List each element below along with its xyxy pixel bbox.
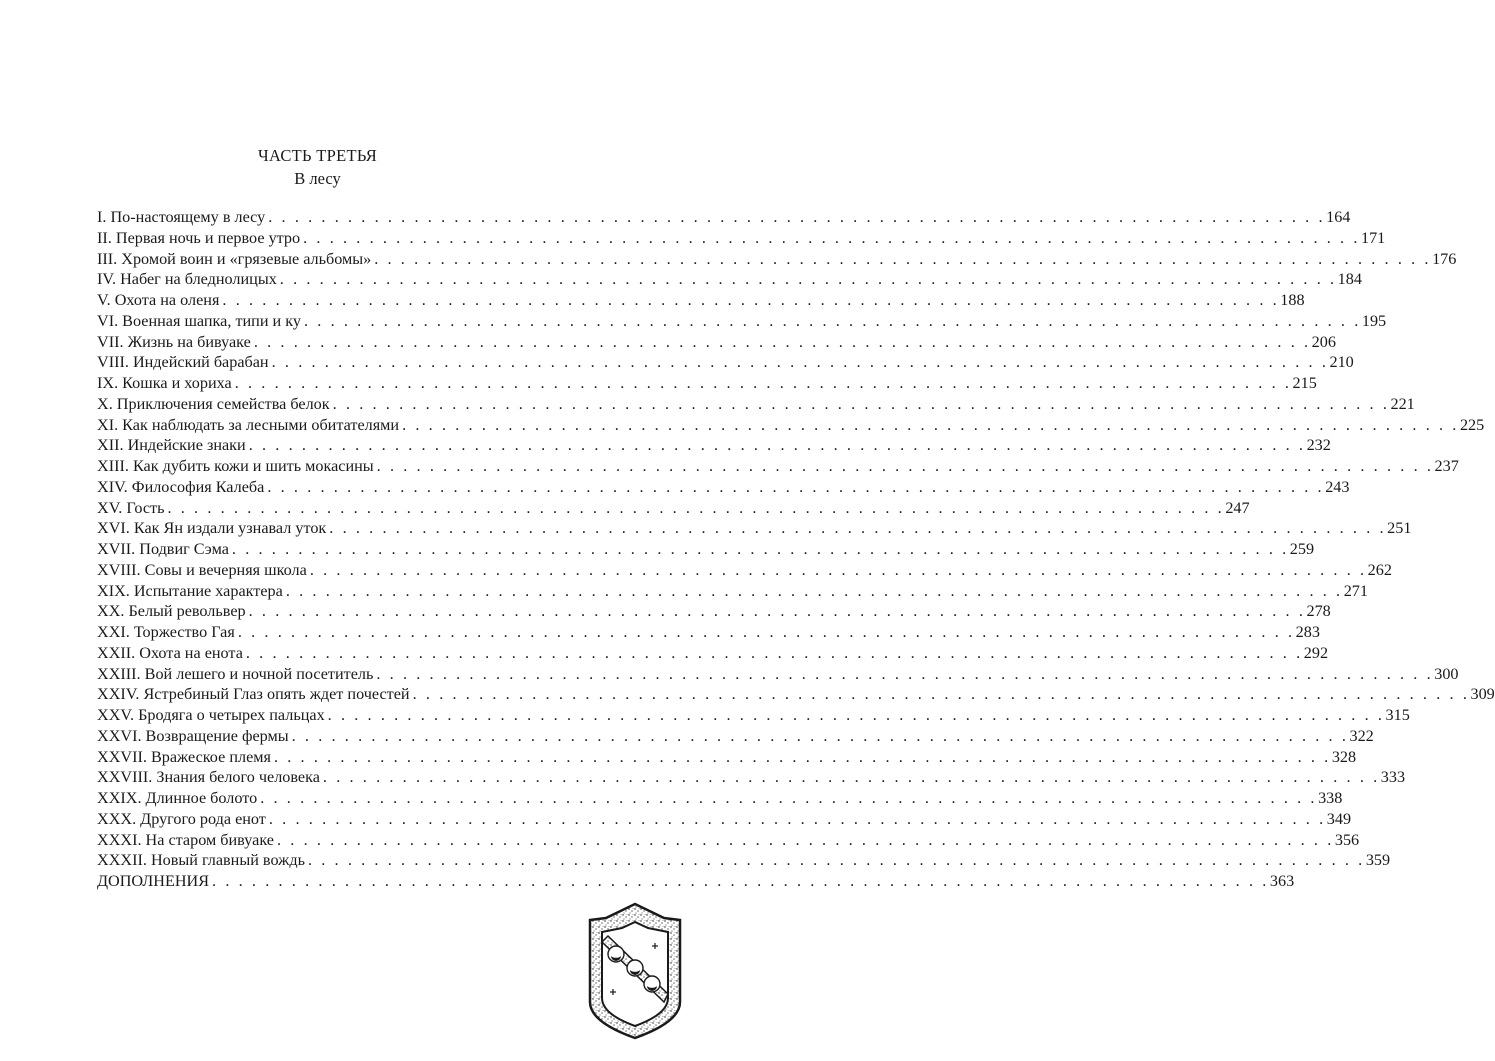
- toc-leader-dots: . . . . . . . . . . . . . . . . . . . . . . . . . . . . . . . . . . . . . . . . . . . . . . . . . . . . . . . . . . . . . . . . . . . . . . . . . . . . . . . .: [376, 457, 1434, 475]
- toc-entry-title: XX. Белый револьвер: [97, 602, 246, 621]
- toc-entry-page: 356: [1334, 830, 1360, 849]
- toc-entry-page: 262: [1367, 560, 1392, 579]
- toc-entry-title: IV. Набег на бледнолицых: [97, 270, 277, 289]
- toc-entry-page: 292: [1303, 643, 1329, 662]
- toc-entry-title: XXI. Торжество Гая: [97, 623, 235, 641]
- toc-entry: [97, 643, 1329, 664]
- toc-entry-page: 283: [1295, 623, 1320, 641]
- toc-entry-title: XIX. Испытание характера: [97, 581, 283, 600]
- toc-entry-title: XV. Гость: [97, 498, 165, 517]
- toc-entry-page: 176: [1432, 249, 1457, 268]
- toc-leader-dots: . . . . . . . . . . . . . . . . . . . . . . . . . . . . . . . . . . . . . . . . . . . . . . . . . . . . . . . . . . . . . . . . . . . . . . . . . . . . . . . .: [212, 872, 1269, 890]
- toc-entry-page: 164: [1326, 208, 1351, 226]
- toc-entry: [97, 498, 1250, 519]
- toc-entry-title: XVII. Подвиг Сэма: [97, 540, 229, 558]
- toc-entry-title: XXIX. Длинное болото: [97, 789, 258, 807]
- toc-entry: [97, 581, 1368, 602]
- toc-leader-dots: . . . . . . . . . . . . . . . . . . . . . . . . . . . . . . . . . . . . . . . . . . . . . . . . . . . . . . . . . . . . . . . . . . . . . . . . . . . . . . . .: [322, 768, 1380, 787]
- toc-entry-title: XVI. Как Ян издали узнавал уток: [97, 519, 327, 538]
- toc-leader-dots: . . . . . . . . . . . . . . . . . . . . . . . . . . . . . . . . . . . . . . . . . . . . . . . . . . . . . . . . . . . . . . . . . . . . . . . . . . . . . . . .: [307, 851, 1365, 870]
- toc-entry-title: XXIV. Ястребиный Глаз опять ждет почестей: [97, 685, 410, 704]
- toc-leader-dots: . . . . . . . . . . . . . . . . . . . . . . . . . . . . . . . . . . . . . . . . . . . . . . . . . . . . . . . . . . . . . . . . . . . . . . . . . . . . . . . .: [304, 311, 1361, 330]
- toc-entry-page: 300: [1434, 664, 1459, 683]
- toc-entry-page: 171: [1360, 228, 1386, 247]
- toc-leader-dots: . . . . . . . . . . . . . . . . . . . . . . . . . . . . . . . . . . . . . . . . . . . . . . . . . . . . . . . . . . . . . . . . . . . . . . . . . . . . . . . .: [234, 374, 1292, 392]
- toc-entry-page: 349: [1326, 809, 1352, 828]
- toc-entry-page: 188: [1280, 291, 1305, 309]
- toc-entry: [97, 684, 1495, 705]
- toc-leader-dots: . . . . . . . . . . . . . . . . . . . . . . . . . . . . . . . . . . . . . . . . . . . . . . . . . . . . . . . . . . . . . . . . . . . . . . . . . . . . . . . .: [268, 809, 1326, 828]
- toc-entry: [97, 435, 1331, 456]
- toc-entry-page: 215: [1292, 374, 1317, 392]
- toc-leader-dots: . . . . . . . . . . . . . . . . . . . . . . . . . . . . . . . . . . . . . . . . . . . . . . . . . . . . . . . . . . . . . . . . . . . . . . . . . . . . . . . .: [309, 560, 1367, 579]
- toc-entry: [97, 311, 1387, 332]
- toc-leader-dots: . . . . . . . . . . . . . . . . . . . . . . . . . . . . . . . . . . . . . . . . . . . . . . . . . . . . . . . . . . . . . . . . . . . . . . . . . . . . . . . .: [260, 789, 1318, 807]
- toc-leader-dots: . . . . . . . . . . . . . . . . . . . . . . . . . . . . . . . . . . . . . . . . . . . . . . . . . . . . . . . . . . . . . . . . . . . . . . . . . . . . . . . .: [273, 747, 1331, 766]
- toc-leader-dots: . . . . . . . . . . . . . . . . . . . . . . . . . . . . . . . . . . . . . . . . . . . . . . . . . . . . . . . . . . . . . . . . . . . . . . . . . . . . . . . .: [268, 208, 1326, 226]
- toc-leader-dots: . . . . . . . . . . . . . . . . . . . . . . . . . . . . . . . . . . . . . . . . . . . . . . . . . . . . . . . . . . . . . . . . . . . . . . . . . . . . . . . .: [248, 602, 1306, 621]
- toc-entry-page: 206: [1311, 332, 1336, 351]
- toc-entry-page: 359: [1365, 851, 1391, 870]
- toc-entry-title: XXXI. На старом бивуаке: [97, 830, 274, 849]
- toc-leader-dots: . . . . . . . . . . . . . . . . . . . . . . . . . . . . . . . . . . . . . . . . . . . . . . . . . . . . . . . . . . . . . . . . . . . . . . . . . . . . . . . .: [248, 436, 1306, 455]
- toc-entry: [97, 207, 1351, 228]
- toc-entry-page: 210: [1329, 353, 1354, 372]
- toc-entry-title: I. По-настоящему в лесу: [97, 208, 266, 226]
- toc-leader-dots: . . . . . . . . . . . . . . . . . . . . . . . . . . . . . . . . . . . . . . . . . . . . . . . . . . . . . . . . . . . . . . . . . . . . . . . . . . . . . . . .: [167, 498, 1225, 517]
- toc-leader-dots: . . . . . . . . . . . . . . . . . . . . . . . . . . . . . . . . . . . . . . . . . . . . . . . . . . . . . . . . . . . . . . . . . . . . . . . . . . . . . . . .: [231, 540, 1289, 558]
- toc-entry-page: 271: [1343, 581, 1368, 600]
- toc-entry-page: 237: [1434, 457, 1459, 475]
- toc-entry-title: ДОПОЛНЕНИЯ: [97, 872, 210, 890]
- toc-entry-page: 363: [1269, 872, 1295, 890]
- toc-entry-page: 338: [1318, 789, 1343, 807]
- toc-entry: [97, 477, 1350, 498]
- toc-entry: [97, 871, 1295, 892]
- toc-leader-dots: . . . . . . . . . . . . . . . . . . . . . . . . . . . . . . . . . . . . . . . . . . . . . . . . . . . . . . . . . . . . . . . . . . . . . . . . . . . . . . . .: [279, 270, 1337, 289]
- toc-entry-title: XXVIII. Знания белого человека: [97, 768, 320, 787]
- toc-entry: [97, 539, 1315, 560]
- toc-entry: [97, 290, 1305, 311]
- toc-leader-dots: . . . . . . . . . . . . . . . . . . . . . . . . . . . . . . . . . . . . . . . . . . . . . . . . . . . . . . . . . . . . . . . . . . . . . . . . . . . . . . . .: [374, 249, 1432, 268]
- toc-leader-dots: . . . . . . . . . . . . . . . . . . . . . . . . . . . . . . . . . . . . . . . . . . . . . . . . . . . . . . . . . . . . . . . . . . . . . . . . . . . . . . . .: [402, 415, 1459, 434]
- toc-leader-dots: . . . . . . . . . . . . . . . . . . . . . . . . . . . . . . . . . . . . . . . . . . . . . . . . . . . . . . . . . . . . . . . . . . . . . . . . . . . . . . . .: [267, 477, 1325, 496]
- toc-entry-title: II. Первая ночь и первое утро: [97, 228, 301, 247]
- toc-entry-title: XXIII. Вой лешего и ночной посетитель: [97, 664, 374, 683]
- toc-entry: [97, 228, 1386, 249]
- toc-entry-page: 247: [1225, 498, 1250, 517]
- toc-entry: [97, 394, 1415, 415]
- toc-entry: [97, 830, 1360, 851]
- toc-entry-title: IX. Кошка и хориха: [97, 374, 232, 392]
- toc-entry: [97, 601, 1331, 622]
- table-of-contents: [97, 207, 1495, 892]
- toc-entry-page: 225: [1459, 415, 1485, 434]
- toc-entry-page: 251: [1387, 519, 1412, 538]
- toc-entry-title: VI. Военная шапка, типи и ку: [97, 311, 301, 330]
- toc-leader-dots: . . . . . . . . . . . . . . . . . . . . . . . . . . . . . . . . . . . . . . . . . . . . . . . . . . . . . . . . . . . . . . . . . . . . . . . . . . . . . . . .: [285, 581, 1343, 600]
- toc-leader-dots: . . . . . . . . . . . . . . . . . . . . . . . . . . . . . . . . . . . . . . . . . . . . . . . . . . . . . . . . . . . . . . . . . . . . . . . . . . . . . . . .: [253, 332, 1311, 351]
- toc-entry: [97, 352, 1354, 373]
- toc-leader-dots: . . . . . . . . . . . . . . . . . . . . . . . . . . . . . . . . . . . . . . . . . . . . . . . . . . . . . . . . . . . . . . . . . . . . . . . . . . . . . . . .: [277, 830, 1334, 849]
- toc-entry-page: 259: [1289, 540, 1315, 558]
- toc-entry: [97, 560, 1392, 581]
- toc-entry-title: XXX. Другого рода енот: [97, 809, 266, 828]
- toc-entry: [97, 664, 1459, 685]
- toc-entry-title: VIII. Индейский барабан: [97, 353, 269, 372]
- toc-entry-title: XXVII. Вражеское племя: [97, 747, 271, 766]
- toc-entry-title: V. Охота на оленя: [97, 291, 220, 309]
- toc-entry-title: XVIII. Совы и вечерняя школа: [97, 560, 307, 579]
- toc-leader-dots: . . . . . . . . . . . . . . . . . . . . . . . . . . . . . . . . . . . . . . . . . . . . . . . . . . . . . . . . . . . . . . . . . . . . . . . . . . . . . . . .: [222, 291, 1280, 309]
- toc-entry-title: X. Приключения семейства белок: [97, 394, 330, 413]
- toc-entry-page: 221: [1390, 394, 1415, 413]
- toc-entry-title: XXV. Бродяга о четырех пальцах: [97, 706, 325, 724]
- toc-entry-title: XI. Как наблюдать за лесными обитателями: [97, 415, 400, 434]
- toc-entry-title: XXVI. Возвращение фермы: [97, 726, 289, 745]
- part-title: ЧАСТЬ ТРЕТЬЯ: [257, 146, 378, 165]
- toc-entry: [97, 332, 1336, 353]
- toc-leader-dots: . . . . . . . . . . . . . . . . . . . . . . . . . . . . . . . . . . . . . . . . . . . . . . . . . . . . . . . . . . . . . . . . . . . . . . . . . . . . . . . .: [412, 685, 1470, 704]
- toc-entry: [97, 249, 1457, 270]
- toc-leader-dots: . . . . . . . . . . . . . . . . . . . . . . . . . . . . . . . . . . . . . . . . . . . . . . . . . . . . . . . . . . . . . . . . . . . . . . . . . . . . . . . .: [291, 726, 1349, 745]
- toc-entry-page: 243: [1325, 477, 1350, 496]
- toc-entry-page: 184: [1337, 270, 1362, 289]
- toc-leader-dots: . . . . . . . . . . . . . . . . . . . . . . . . . . . . . . . . . . . . . . . . . . . . . . . . . . . . . . . . . . . . . . . . . . . . . . . . . . . . . . . .: [332, 394, 1390, 413]
- toc-entry-title: VII. Жизнь на бивуаке: [97, 332, 251, 351]
- toc-entry-page: 333: [1380, 768, 1406, 787]
- toc-entry-page: 232: [1306, 436, 1331, 455]
- toc-entry: [97, 705, 1410, 726]
- toc-entry-page: 278: [1306, 602, 1331, 621]
- toc-leader-dots: . . . . . . . . . . . . . . . . . . . . . . . . . . . . . . . . . . . . . . . . . . . . . . . . . . . . . . . . . . . . . . . . . . . . . . . . . . . . . . . .: [376, 664, 1434, 683]
- toc-entry: [97, 456, 1459, 477]
- toc-entry: [97, 850, 1391, 871]
- toc-leader-dots: . . . . . . . . . . . . . . . . . . . . . . . . . . . . . . . . . . . . . . . . . . . . . . . . . . . . . . . . . . . . . . . . . . . . . . . . . . . . . . . .: [271, 353, 1329, 372]
- toc-leader-dots: . . . . . . . . . . . . . . . . . . . . . . . . . . . . . . . . . . . . . . . . . . . . . . . . . . . . . . . . . . . . . . . . . . . . . . . . . . . . . . . .: [327, 706, 1385, 724]
- toc-entry: [97, 767, 1406, 788]
- toc-entry: [97, 415, 1485, 436]
- toc-entry: [97, 518, 1412, 539]
- toc-entry-title: XIV. Философия Калеба: [97, 477, 265, 496]
- toc-entry-title: XIII. Как дубить кожи и шить мокасины: [97, 457, 374, 475]
- toc-entry-title: XXXII. Новый главный вождь: [97, 851, 305, 870]
- toc-entry: [97, 788, 1343, 809]
- toc-entry-page: 195: [1361, 311, 1387, 330]
- toc-entry-page: 309: [1470, 685, 1495, 704]
- toc-entry: [97, 726, 1374, 747]
- toc-entry-title: XXII. Охота на енота: [97, 643, 243, 662]
- shield-crest-icon: [586, 902, 684, 1040]
- toc-entry: [97, 622, 1320, 643]
- toc-entry-page: 322: [1349, 726, 1374, 745]
- toc-entry-title: III. Хромой воин и «грязевые альбомы»: [97, 249, 372, 268]
- toc-leader-dots: . . . . . . . . . . . . . . . . . . . . . . . . . . . . . . . . . . . . . . . . . . . . . . . . . . . . . . . . . . . . . . . . . . . . . . . . . . . . . . . .: [245, 643, 1303, 662]
- toc-entry: [97, 809, 1352, 830]
- part-subtitle: В лесу: [294, 169, 341, 188]
- toc-leader-dots: . . . . . . . . . . . . . . . . . . . . . . . . . . . . . . . . . . . . . . . . . . . . . . . . . . . . . . . . . . . . . . . . . . . . . . . . . . . . . . . .: [303, 228, 1360, 247]
- toc-entry: [97, 747, 1357, 768]
- toc-leader-dots: . . . . . . . . . . . . . . . . . . . . . . . . . . . . . . . . . . . . . . . . . . . . . . . . . . . . . . . . . . . . . . . . . . . . . . . . . . . . . . . .: [329, 519, 1387, 538]
- toc-entry-page: 328: [1331, 747, 1357, 766]
- toc-leader-dots: . . . . . . . . . . . . . . . . . . . . . . . . . . . . . . . . . . . . . . . . . . . . . . . . . . . . . . . . . . . . . . . . . . . . . . . . . . . . . . . .: [237, 623, 1295, 641]
- toc-entry-title: XII. Индейские знаки: [97, 436, 246, 455]
- toc-entry-page: 315: [1385, 706, 1410, 724]
- toc-entry: [97, 269, 1362, 290]
- toc-entry: [97, 373, 1317, 394]
